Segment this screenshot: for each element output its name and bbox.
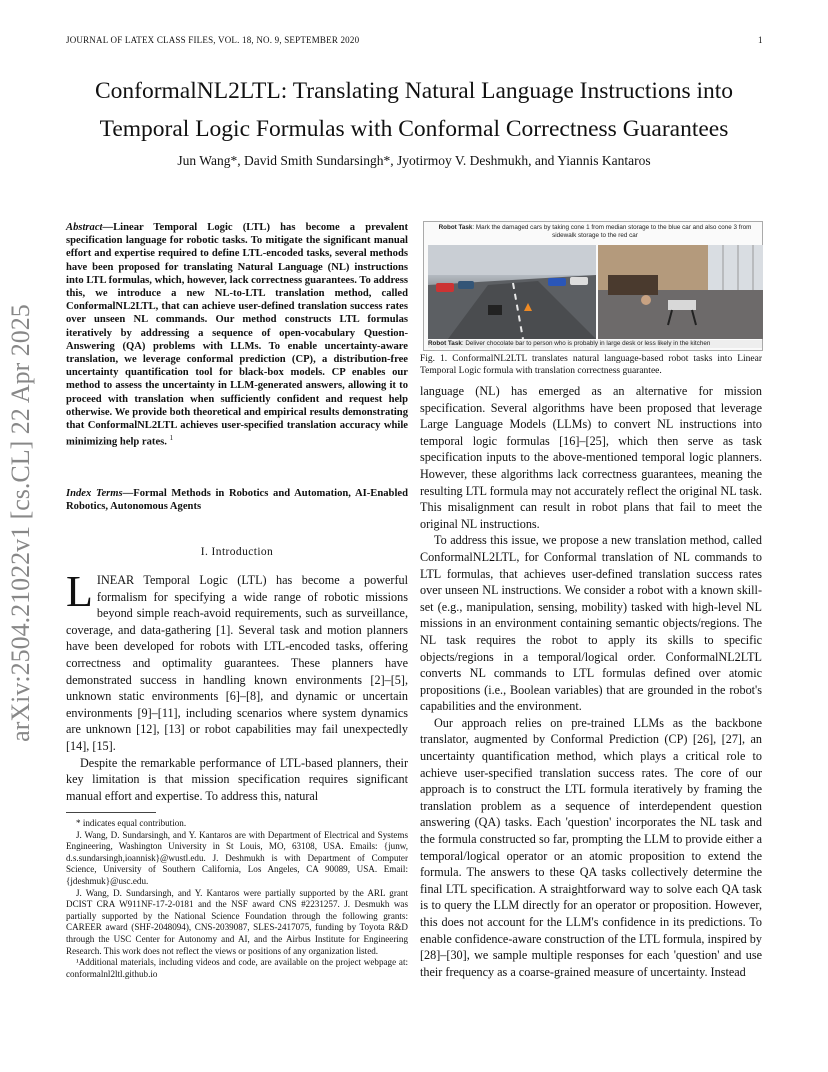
figure-photo-parking-lot bbox=[428, 245, 596, 339]
parking-lot-scene-icon bbox=[428, 245, 596, 339]
arxiv-stamp bbox=[2, 288, 40, 758]
footnote-funding: J. Wang, D. Sundarsingh, and Y. Kantaros were partially supported by the ARL grant DCIST CRA W911NF-17-2-0181 and the NSF award CNS #2231257. J. Desmukh was partially supported by the National Science Foundation through the following grants: CAREER award (SHF-2048094), CNS-2039087, SLES-2417075, funding by Toyota R&D through the USC Center for Autonomy and AI, and the Airbus Institute for Engineering Research. This work does not reflect the views or positions of any organization listed. bbox=[66, 887, 408, 956]
title-line-1: ConformalNL2LTL: Translating Natural Language Instructions into bbox=[94, 78, 734, 104]
index-terms-label: Index Terms bbox=[66, 488, 123, 499]
index-terms bbox=[66, 487, 408, 513]
journal-header: JOURNAL OF LATEX CLASS FILES, VOL. 18, NO. 9, SEPTEMBER 2020 bbox=[66, 35, 360, 45]
right-paragraph-3: Our approach relies on pre-trained LLMs as the backbone translator, augmented by Conformal Prediction (CP) [26], [27], an uncertainty quantification method, which plays a critical role to achieve user-specified translation success rates. The core of our approach is to construct the LTL formula iteratively by framing the translation problem as a sequence of interdependent question answering (QA) tasks. Each 'question' incorporates the NL task and the formula constructed so far, prompting the LLM to provide either a temporal/logical operator or an atomic proposition to extend the formula. The answers to these QA tasks collectively determine the final LTL specification. A straightforward way to solve each QA task is to query the LLM directly for an operator or proposition. However, this does not account for the LLM's confidence in its predictions. To enable confidence-aware construction of the LTL formula, inspired by [28]–[30], we sample multiple responses for each 'question' and use their frequency as a coarse-grained measure of uncertainty. Instead bbox=[420, 715, 762, 979]
abstract-footnote-mark: 1 bbox=[169, 434, 174, 443]
figure-task-top-text: : Mark the damaged cars by taking cone 1 from median storage to the blue car and also cone 3 from sidewalk storage to the red car bbox=[472, 224, 752, 239]
abstract bbox=[66, 221, 408, 449]
arxiv-stamp-text: arXiv:2504.21022v1 [cs.CL] 22 Apr 2025 bbox=[6, 304, 35, 742]
index-terms-text: —Formal Methods in Robotics and Automation, AI-Enabled Robotics, Autonomous Agents bbox=[66, 488, 408, 513]
figure-task-bottom-label: Robot Task bbox=[428, 340, 462, 347]
abstract-text: —Linear Temporal Logic (LTL) has become a prevalent specification language for robotic tasks. To mitigate the significant manual effort and expertise required to define LTL-encoded tasks, several methods have been proposed for translating Natural Language (NL) instructions into LTL formulas, which, however, lack correctness guarantees. To address this, we introduce a new NL-to-LTL translation method, called ConformalNL2LTL, that can achieve user-defined translation success rates over unseen NL commands. Our method constructs LTL formulas iteratively by addressing a sequence of open-vocabulary Question-Answering (QA) problems with LLMs. To enable uncertainty-aware translation, we leverage conformal prediction (CP), a distribution-free uncertainty quantification tool for black-box models. CP enables our method to assess the uncertainty in LLM-generated answers, allowing it to proceed with translation when sufficiently confident and request help otherwise. We provide both theoretical and empirical results demonstrating that ConformalNL2LTL achieves user-specified translation accuracy while minimizing help rates. bbox=[66, 222, 408, 448]
figure-task-bottom-text: : Deliver chocolate bar to person who is probably in large desk or less likely in the kitchen bbox=[461, 340, 711, 347]
dropcap: L bbox=[66, 567, 93, 616]
title-line-2: Temporal Logic Formulas with Conformal Correctness Guarantees bbox=[99, 116, 729, 142]
figure-1 bbox=[420, 221, 762, 351]
right-paragraph-1: language (NL) has emerged as an alternative for mission specification. Several algorithms have been proposed that leverage Large Language Models (LLMs) to convert NL instructions into temporal logic formulas [16]–[25], which then serve as task specification inputs to the above-mentioned temporal logic planners. However, these algorithms lack correctness guarantees, meaning the resulting LTL formula may not accurately reflect the original NL task. This misalignment can result in robot plans that fail to meet the original NL instructions. bbox=[420, 384, 762, 531]
office-scene-icon bbox=[598, 245, 763, 339]
figure-photo-office bbox=[598, 245, 763, 339]
section-heading-introduction: I. Introduction bbox=[200, 546, 274, 558]
intro-paragraph-1: INEAR Temporal Logic (LTL) has become a powerful formalism for specifying a wide range of robotic missions beyond simple reach-avoid requirements, such as surveillance, coverage, and data-gathering [1]. Several task and motion planners have been developed for robots with LTL-encoded tasks, offering correctness and optimality guarantees. These planners have demonstrated success in handling known environments [2]–[5], unknown static environments [6]–[8], and dynamic or uncertain environments [9]–[11], including scenarios where system dynamics are unknown [12], [13] or robot capabilities may fail unexpectedly [14], [15]. bbox=[66, 573, 408, 753]
authors: Jun Wang*, David Smith Sundarsingh*, Jyotirmoy V. Deshmukh, and Yiannis Kantaros bbox=[177, 153, 651, 168]
right-column-text bbox=[420, 383, 762, 980]
figure-task-top-label: Robot Task bbox=[438, 224, 473, 231]
figure-frame bbox=[423, 221, 763, 351]
figure-task-top bbox=[428, 224, 762, 240]
figure-caption: Fig. 1. ConformalNL2LTL translates natural language-based robot tasks into Linear Temporal Logic formula with translation correctness guarantee. bbox=[420, 354, 762, 376]
introduction-text bbox=[66, 567, 408, 804]
footnote-equal-contribution: * indicates equal contribution. bbox=[76, 818, 187, 828]
abstract-label: Abstract bbox=[66, 222, 103, 233]
footnote-materials: ¹Additional materials, including videos and code, are available on the project webpage at: conformalnl2ltl.github.io bbox=[66, 957, 408, 979]
footnote-rule bbox=[66, 812, 156, 813]
figure-task-bottom bbox=[428, 340, 762, 348]
footnotes bbox=[66, 818, 408, 980]
footnote-affiliations: J. Wang, D. Sundarsingh, and Y. Kantaros are with Department of Electrical and Systems Engineering, Washington University in St Louis, MO, 63108, USA. Emails: {junw, d.s.sundarsingh,ioannisk}@wustl.edu. J. Deshmukh is with Department of Computer Science, University of Southern California, Los Angeles, CA 90089, USA. Email: {jdeshmuk}@usc.edu. bbox=[66, 829, 408, 886]
right-paragraph-2: To address this issue, we propose a new translation method, called ConformalNL2LTL, for Conformal translation of NL commands to LTL formulas, that achieves user-defined translation success rates over unseen NL instructions. We consider a robot with a known skill-set (e.g., manipulation, sensing, mobility) tasked with high-level NL missions in an environment containing semantic objects/regions. The NL task requires the robot to apply its skills to specific objects/regions in a temporal/logical order. ConformalNL2LTL converts NL commands to LTL formulas defined over atomic propositions (i.e., Boolean variables) that are grounded in the robot's capabilities and the environment. bbox=[420, 533, 762, 714]
paper-title bbox=[40, 72, 788, 148]
page-number: 1 bbox=[758, 35, 763, 45]
intro-paragraph-2: Despite the remarkable performance of LTL-based planners, their key limitation is that mission specification requires significant manual effort and expertise. To address this, natural bbox=[66, 755, 408, 803]
